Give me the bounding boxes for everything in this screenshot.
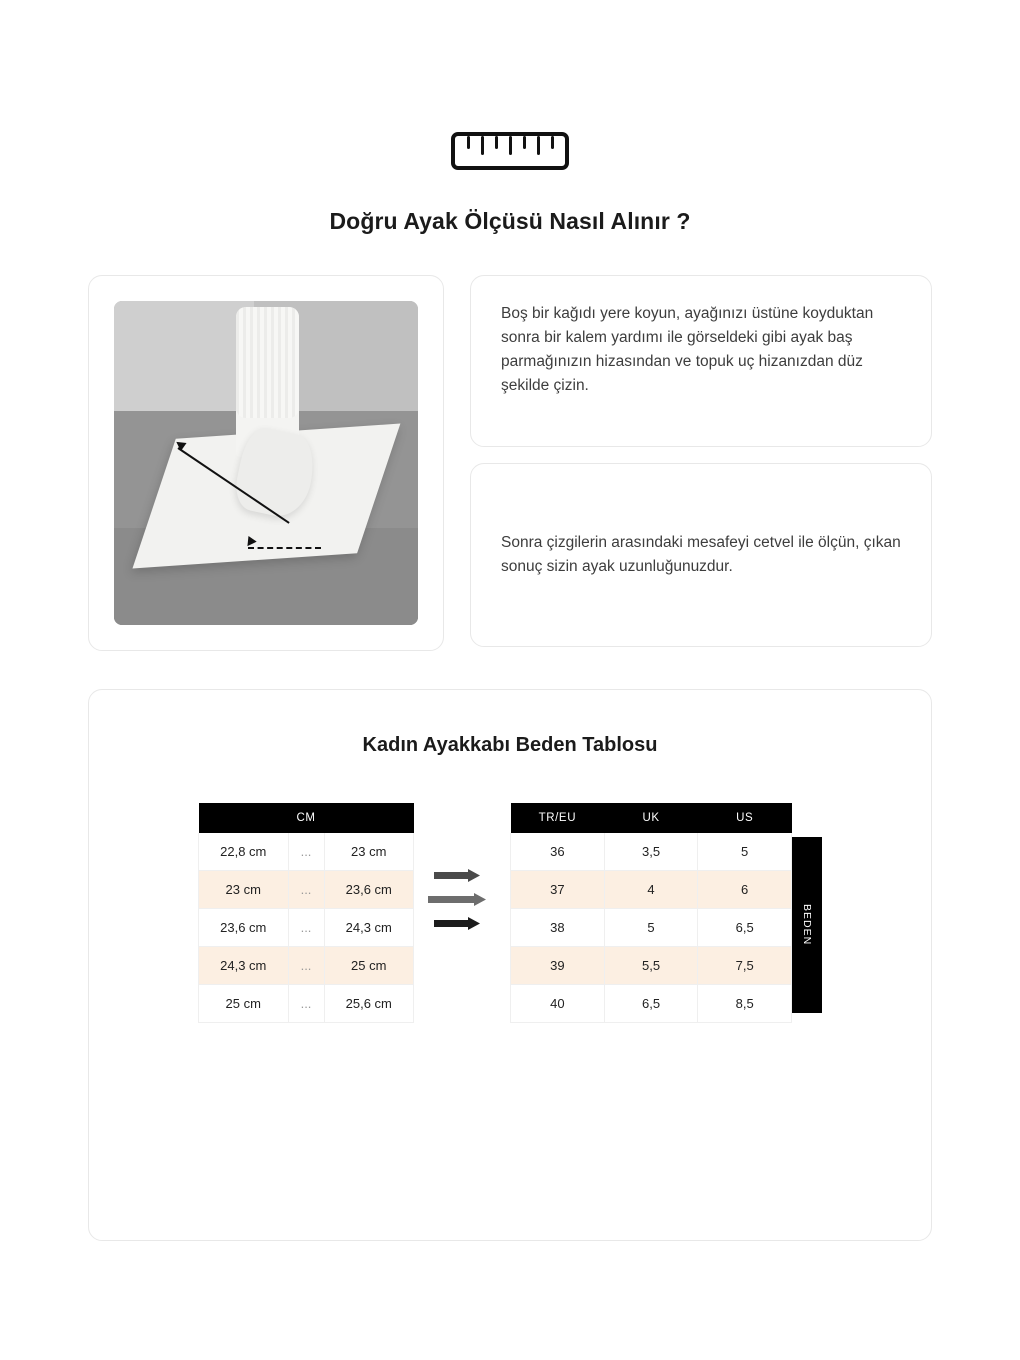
beden-side-label-text: BEDEN — [801, 904, 813, 946]
arrow-right-icon — [434, 869, 490, 882]
foot-measure-photo — [114, 301, 418, 625]
size-uk: 6,5 — [604, 985, 698, 1023]
size-us: 7,5 — [698, 947, 792, 985]
size-tr-eu: 39 — [511, 947, 605, 985]
cm-from: 25 cm — [199, 985, 289, 1023]
beden-side-label — [792, 837, 822, 1013]
table-row — [511, 871, 792, 909]
table-row — [511, 985, 792, 1023]
measure-dashed-line — [248, 547, 321, 549]
ruler-icon — [451, 132, 569, 170]
cm-from: 22,8 cm — [199, 833, 289, 871]
size-header-uk: UK — [604, 803, 698, 833]
size-tr-eu: 37 — [511, 871, 605, 909]
photo-sock-ribs — [236, 307, 300, 417]
table-row — [199, 833, 414, 871]
cm-from: 23 cm — [199, 871, 289, 909]
arrow-right-icon — [434, 917, 490, 930]
size-uk: 5,5 — [604, 947, 698, 985]
table-row — [511, 909, 792, 947]
cm-from: 23,6 cm — [199, 909, 289, 947]
step-2-text: Sonra çizgilerin arasındaki mesafeyi cetvel ile ölçün, çıkan sonuç sizin ayak uzunluğunuzdur. — [501, 533, 901, 575]
size-header-us: US — [698, 803, 792, 833]
size-table-card — [88, 689, 932, 1241]
cm-to: 23,6 cm — [324, 871, 414, 909]
cm-to: 24,3 cm — [324, 909, 414, 947]
size-us: 5 — [698, 833, 792, 871]
cm-header: CM — [199, 803, 414, 833]
cm-to: 25,6 cm — [324, 985, 414, 1023]
ruler-icon-wrapper — [0, 0, 1020, 170]
table-row — [199, 985, 414, 1023]
cm-to: 23 cm — [324, 833, 414, 871]
cm-dots: ... — [288, 909, 324, 947]
cm-dots: ... — [288, 833, 324, 871]
size-tr-eu: 40 — [511, 985, 605, 1023]
step-card-2 — [470, 463, 932, 647]
size-us: 8,5 — [698, 985, 792, 1023]
page-title: Doğru Ayak Ölçüsü Nasıl Alınır ? — [329, 208, 691, 234]
cm-dots: ... — [288, 985, 324, 1023]
cm-dots: ... — [288, 871, 324, 909]
size-uk: 4 — [604, 871, 698, 909]
cm-table-header-row — [199, 803, 414, 833]
size-table-header-row — [511, 803, 792, 833]
arrow-group — [414, 803, 510, 930]
steps-column — [470, 275, 932, 647]
size-uk: 5 — [604, 909, 698, 947]
instructions-row — [0, 275, 1020, 651]
table-row — [199, 871, 414, 909]
size-table-title: Kadın Ayakkabı Beden Tablosu — [362, 734, 658, 756]
table-row — [511, 947, 792, 985]
size-header-tr-eu: TR/EU — [511, 803, 605, 833]
tables-row — [89, 803, 931, 1023]
cm-to: 25 cm — [324, 947, 414, 985]
cm-dots: ... — [288, 947, 324, 985]
size-us: 6 — [698, 871, 792, 909]
size-uk: 3,5 — [604, 833, 698, 871]
illustration-card — [88, 275, 444, 651]
size-us: 6,5 — [698, 909, 792, 947]
size-tr-eu: 36 — [511, 833, 605, 871]
arrow-right-icon — [428, 893, 496, 906]
table-row — [199, 909, 414, 947]
step-card-1 — [470, 275, 932, 447]
table-row — [511, 833, 792, 871]
table-row — [199, 947, 414, 985]
cm-from: 24,3 cm — [199, 947, 289, 985]
cm-table — [198, 803, 414, 1023]
step-1-text: Boş bir kağıdı yere koyun, ayağınızı üstüne koyduktan sonra bir kalem yardımı ile görseldeki gibi ayak baş parmağınızın hizasından ve topuk uç hizanızdan düz şekilde çizin. — [501, 305, 874, 395]
size-table — [510, 803, 792, 1023]
size-tr-eu: 38 — [511, 909, 605, 947]
